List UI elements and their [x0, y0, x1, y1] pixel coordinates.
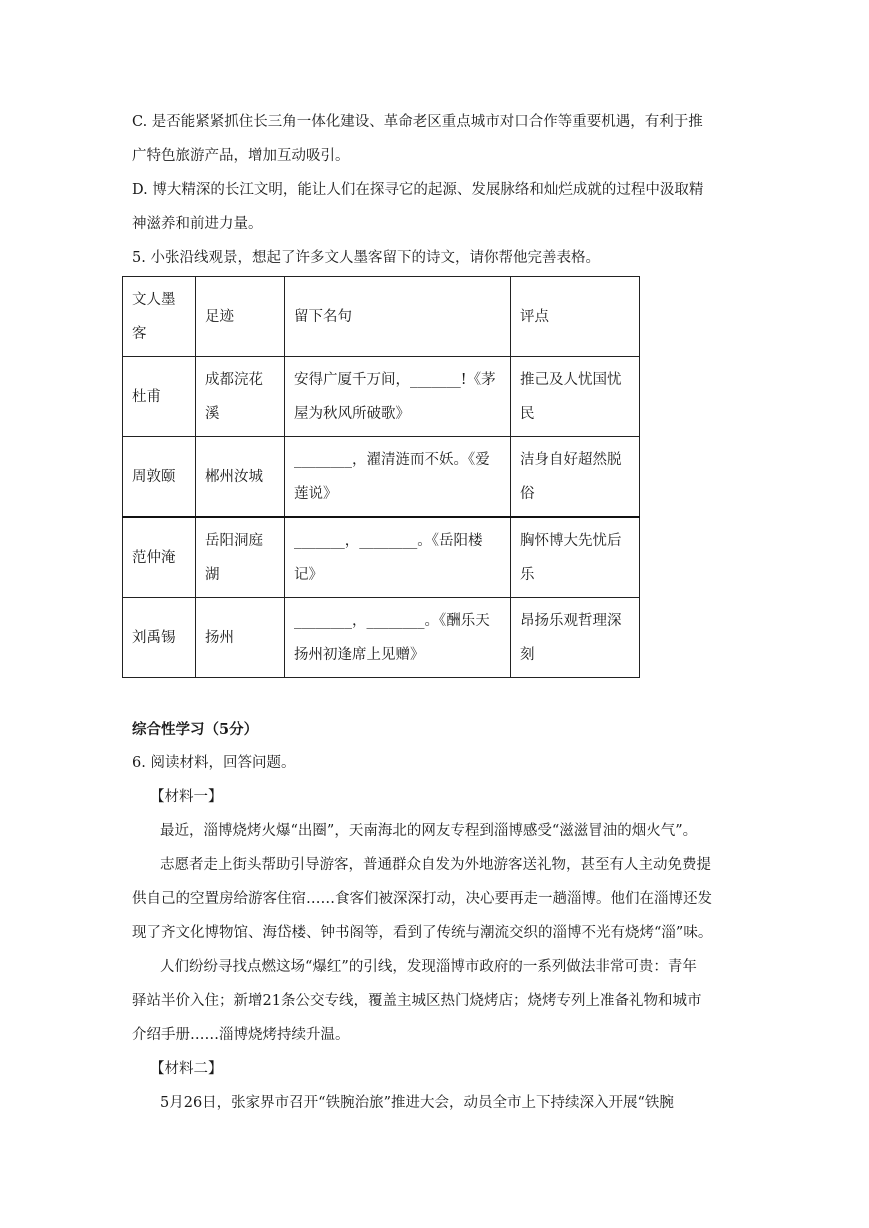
material-1-paragraph-2-line-3: 现了齐文化博物馆、海岱楼、钟书阁等，看到了传统与潮流交织的淄博不光有烧烤“淄”味。	[132, 925, 713, 941]
section-heading: 综合性学习（5分）	[132, 721, 259, 738]
cell-comment: 胸怀博大先忧后乐	[511, 517, 640, 598]
cell-comment: 推己及人忧国忧民	[511, 357, 640, 437]
question-6: 6. 阅读材料，回答问题。	[132, 755, 296, 771]
option-d-line-2: 神滋养和前进力量。	[132, 216, 263, 232]
cell-person: 周敦颐	[123, 437, 196, 518]
option-c-line-1: C. 是否能紧紧抓住长三角一体化建设、革命老区重点城市对口合作等重要机遇，有利于推	[132, 114, 703, 130]
material-1-paragraph-2-line-2: 供自己的空置房给游客住宿……食客们被深深打动，决心要再走一趟淄博。他们在淄博还发	[132, 891, 712, 907]
option-c-line-2: 广特色旅游产品，增加互动吸引。	[132, 148, 350, 164]
header-place: 足迹	[196, 277, 285, 357]
table-row	[123, 437, 640, 518]
cell-place: 岳阳洞庭湖	[196, 517, 285, 598]
material-1-paragraph-3-line-1: 人们纷纷寻找点燃这场“爆红”的引线，发现淄博市政府的一系列做法非常可贵：青年	[160, 959, 697, 975]
cell-comment: 昂扬乐观哲理深刻	[511, 598, 640, 678]
cell-quote[interactable]: 安得广厦千万间，_______!《茅屋为秋风所破歌》	[285, 357, 511, 437]
table-header-row	[123, 277, 640, 357]
material-1-paragraph-2-line-1: 志愿者走上街头帮助引导游客，普通群众自发为外地游客送礼物，甚至有人主动免费提	[160, 857, 711, 873]
table-row	[123, 357, 640, 437]
material-1-paragraph-3-line-2: 驿站半价入住；新增21条公交专线，覆盖主城区热门烧烤店；烧烤专列上准备礼物和城市	[132, 993, 702, 1009]
header-comment: 评点	[511, 277, 640, 357]
table-row	[123, 517, 640, 598]
header-person: 文人墨客	[123, 277, 196, 357]
cell-quote[interactable]: ________，濯清涟而不妖。《爱莲说》	[285, 437, 511, 518]
cell-place: 郴州汝城	[196, 437, 285, 518]
cell-place: 扬州	[196, 598, 285, 678]
material-2-paragraph-1: 5月26日，张家界市召开“铁腕治旅”推进大会，动员全市上下持续深入开展“铁腕	[160, 1095, 674, 1111]
cell-comment: 洁身自好超然脱俗	[511, 437, 640, 518]
material-2-label: 【材料二】	[150, 1061, 223, 1077]
cell-person: 刘禹锡	[123, 598, 196, 678]
cell-quote[interactable]: ________，________。《酬乐天扬州初逢席上见赠》	[285, 598, 511, 678]
poets-table	[122, 276, 640, 678]
material-1-paragraph-1: 最近，淄博烧烤火爆“出圈”，天南海北的网友专程到淄博感受“滋滋冒油的烟火气”。	[160, 823, 698, 839]
header-quote: 留下名句	[285, 277, 511, 357]
option-d-line-1: D. 博大精深的长江文明，能让人们在探寻它的起源、发展脉络和灿烂成就的过程中汲取精	[132, 182, 704, 198]
cell-quote[interactable]: _______，________。《岳阳楼记》	[285, 517, 511, 598]
material-1-paragraph-3-line-3: 介绍手册……淄博烧烤持续升温。	[132, 1027, 350, 1043]
cell-person: 杜甫	[123, 357, 196, 437]
question-5: 5. 小张沿线观景，想起了许多文人墨客留下的诗文，请你帮他完善表格。	[132, 250, 600, 266]
cell-person: 范仲淹	[123, 517, 196, 598]
material-1-label: 【材料一】	[150, 789, 223, 805]
table-row	[123, 598, 640, 678]
cell-place: 成都浣花溪	[196, 357, 285, 437]
